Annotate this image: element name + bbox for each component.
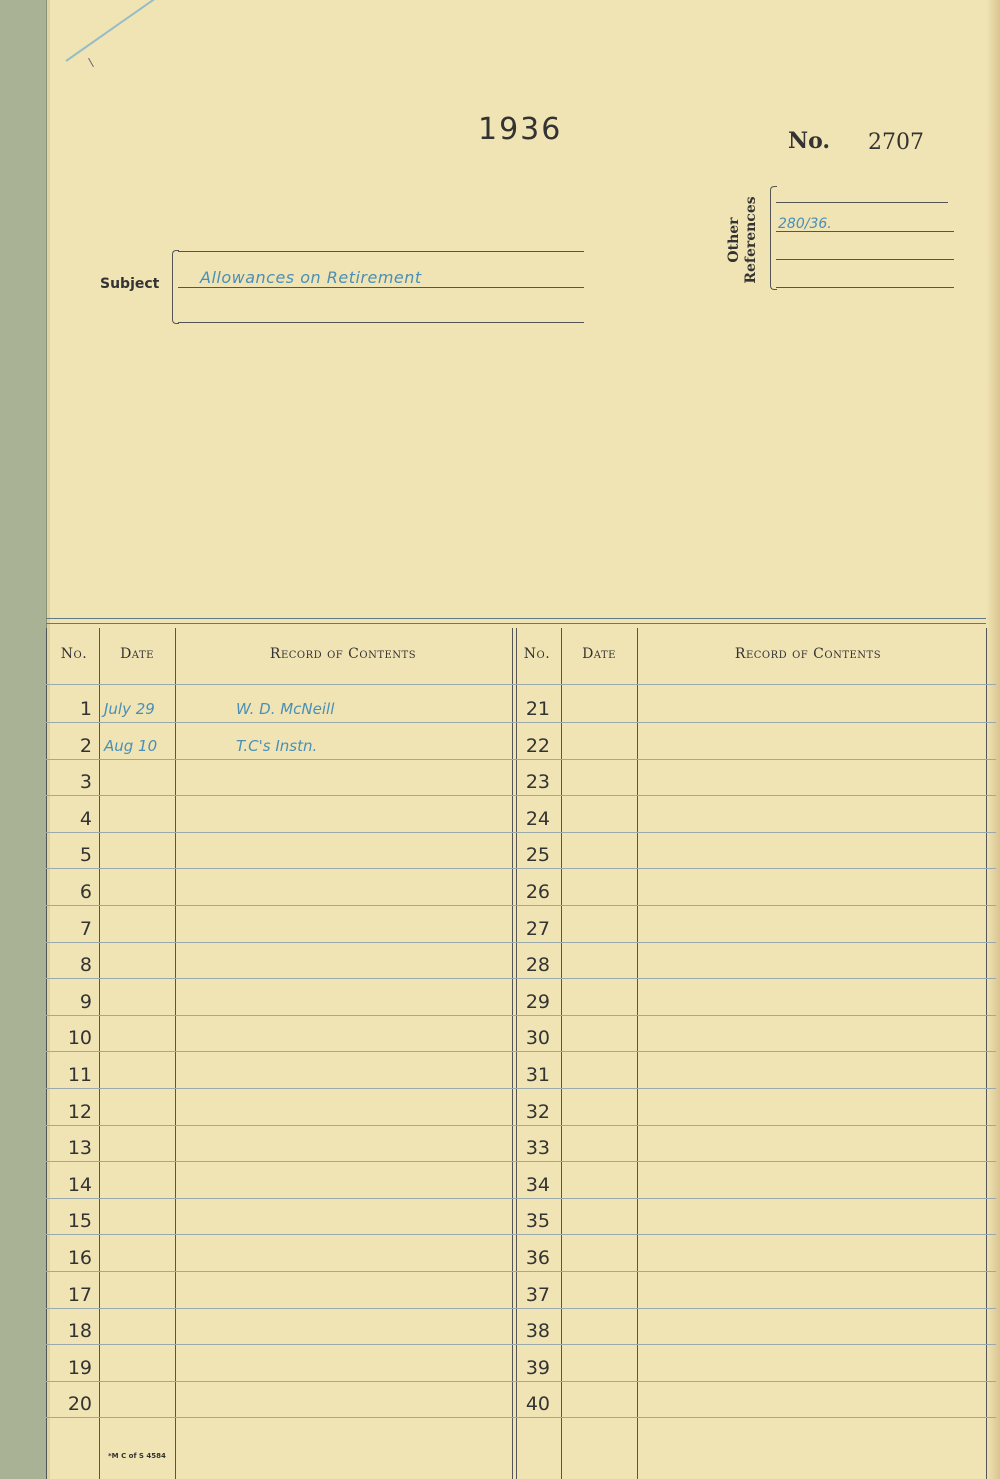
row-number-right: 36 [525, 1247, 550, 1269]
tick-mark [88, 58, 94, 67]
row-number-right: 24 [525, 807, 550, 830]
row-number-right: 31 [525, 1064, 550, 1086]
table-column-rule [986, 628, 987, 1479]
row-rule [46, 1161, 996, 1162]
row-number-right: 26 [525, 881, 550, 903]
entry-record[interactable]: W. D. McNeill [236, 700, 335, 718]
row-number-left: 1 [79, 698, 92, 720]
reference-line [776, 259, 954, 260]
row-number-right: 35 [525, 1210, 550, 1233]
row-number-left: 12 [67, 1100, 92, 1123]
other-references-label: Other References [726, 196, 759, 284]
table-column-rule [99, 628, 100, 1479]
row-number-right: 33 [525, 1137, 550, 1160]
table-column-rule [637, 628, 638, 1479]
pencil-mark [65, 0, 173, 62]
row-number-right: 39 [525, 1356, 550, 1379]
row-rule [46, 1381, 996, 1382]
subject-line [178, 251, 584, 252]
row-number-right: 27 [525, 917, 550, 940]
row-rule [46, 1015, 996, 1016]
header-record-right: Record of Contents [734, 646, 882, 662]
row-rule [46, 942, 996, 943]
row-number-right: 23 [525, 771, 550, 794]
row-rule [46, 868, 996, 869]
row-rule [46, 1234, 996, 1235]
header-record-left: Record of Contents [269, 646, 417, 662]
row-rule [46, 1344, 996, 1345]
row-number-left: 14 [67, 1173, 92, 1196]
reference-line [776, 202, 948, 203]
row-number-left: 17 [67, 1283, 92, 1306]
table-top-rule [46, 623, 986, 624]
row-rule [46, 1417, 996, 1418]
row-number-right: 32 [525, 1100, 550, 1123]
row-number-right: 21 [525, 698, 550, 720]
row-number-left: 15 [67, 1210, 92, 1233]
subject-value[interactable]: Allowances on Retirement [200, 268, 422, 287]
row-number-right: 29 [525, 990, 550, 1013]
file-number-label: No. [788, 128, 831, 154]
reference-line [776, 287, 954, 288]
row-number-left: 6 [79, 881, 92, 903]
row-number-right: 37 [525, 1283, 550, 1306]
header-no-left: No. [60, 646, 88, 662]
row-rule [46, 1125, 996, 1126]
reference-value[interactable]: 280/36. [778, 216, 832, 232]
binding-strip [0, 0, 47, 1479]
row-rule [46, 1198, 996, 1199]
row-number-left: 11 [67, 1064, 92, 1086]
row-number-right: 40 [525, 1393, 550, 1416]
entry-date[interactable]: Aug 10 [104, 736, 158, 755]
entry-record[interactable]: T.C's Instn. [236, 736, 318, 755]
row-rule [46, 1271, 996, 1272]
row-number-left: 10 [67, 1027, 92, 1050]
row-number-left: 3 [79, 771, 92, 794]
year-heading: 1936 [478, 112, 563, 147]
row-rule [46, 905, 996, 906]
row-number-left: 8 [79, 954, 92, 977]
header-date-right: Date [582, 646, 616, 662]
entry-date[interactable]: July 29 [104, 700, 155, 718]
row-rule [46, 759, 996, 760]
row-rule [46, 1051, 996, 1052]
other-references-block [722, 190, 772, 290]
row-number-right: 22 [525, 734, 550, 757]
row-rule [46, 722, 996, 723]
row-rule [46, 1088, 996, 1089]
row-number-left: 19 [67, 1356, 92, 1379]
row-number-right: 25 [525, 844, 550, 867]
row-number-right: 38 [525, 1320, 550, 1343]
row-number-right: 30 [525, 1027, 550, 1050]
row-number-left: 13 [67, 1137, 92, 1160]
row-number-left: 2 [79, 734, 92, 757]
row-number-left: 4 [79, 807, 92, 830]
header-no-right: No. [523, 646, 551, 662]
row-rule [46, 978, 996, 979]
row-number-left: 7 [79, 917, 92, 940]
subject-label: Subject [100, 276, 160, 292]
row-number-left: 9 [79, 990, 92, 1013]
row-rule [46, 795, 996, 796]
subject-line [178, 322, 584, 323]
printer-mark: *M C of S 4584 [108, 1452, 166, 1460]
row-number-left: 16 [67, 1247, 92, 1269]
page-edge-shadow [986, 0, 1000, 1479]
row-number-left: 20 [67, 1393, 92, 1416]
row-rule [46, 832, 996, 833]
row-number-right: 28 [525, 954, 550, 977]
subject-line [178, 287, 584, 288]
table-column-rule [561, 628, 562, 1479]
header-date-left: Date [120, 646, 154, 662]
row-rule [46, 1308, 996, 1309]
row-number-left: 18 [67, 1320, 92, 1343]
table-top-rule [46, 618, 986, 619]
row-number-left: 5 [79, 844, 92, 867]
row-number-right: 34 [525, 1173, 550, 1196]
file-number-value: 2707 [868, 130, 924, 155]
table-column-rule [175, 628, 176, 1479]
header-rule [46, 684, 996, 685]
